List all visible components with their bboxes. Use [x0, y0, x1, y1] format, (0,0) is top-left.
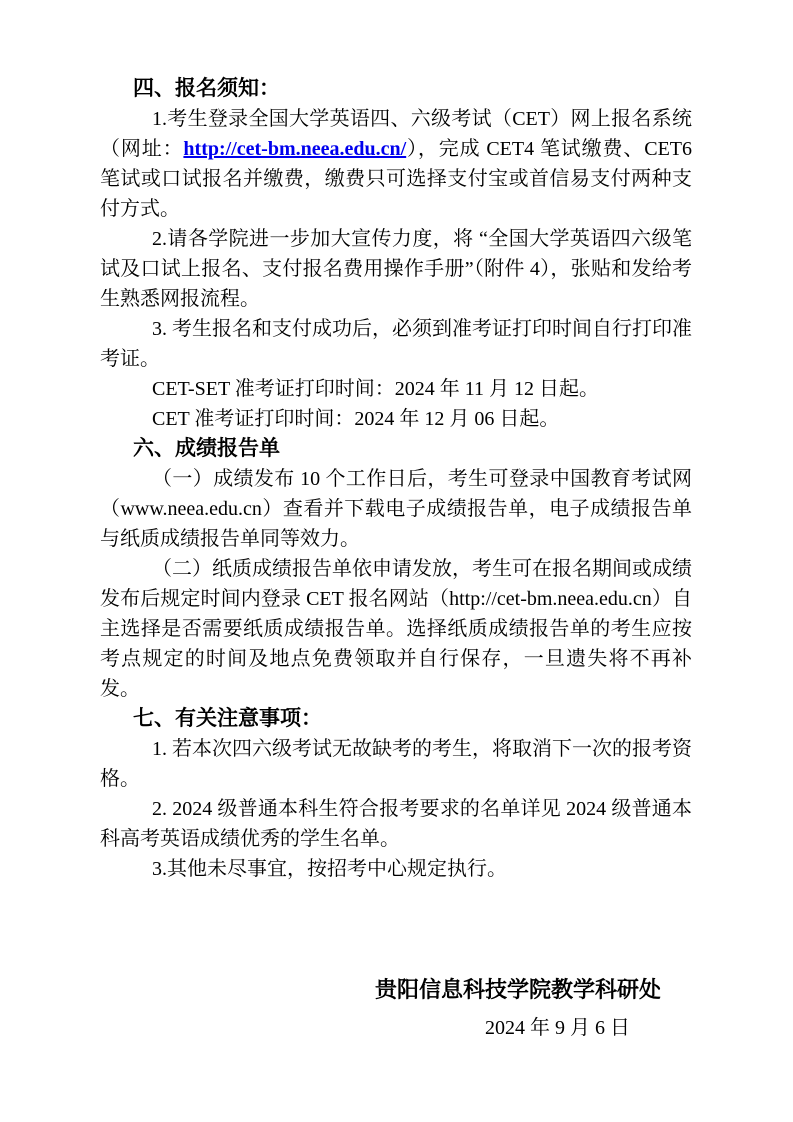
paragraph-notes-item1: 1. 若本次四六级考试无故缺考的考生，将取消下一次的报考资格。 [100, 738, 692, 790]
paragraph-score-report-item1: （一）成绩发布 10 个工作日后，考生可登录中国教育考试网（www.neea.edu.cn）查看并下载电子成绩报告单，电子成绩报告单与纸质成绩报告单同等效力。 [100, 468, 692, 550]
cet-admission-ticket-print-time: CET 准考证打印时间：2024 年 12 月 06 日起。 [152, 408, 560, 430]
paragraph-notes-item2: 2. 2024 级普通本科生符合报考要求的名单详见 2024 级普通本科高考英语成绩优秀的学生名单。 [100, 798, 692, 850]
section-heading-score-report: 六、成绩报告单 [133, 437, 280, 460]
paragraph-score-report-item2: （二）纸质成绩报告单依申请发放，考生可在报名期间或成绩发布后规定时间内登录 CET 报名网站（http://cet-bm.neea.edu.cn）自主选择是否需要纸质成绩报告单。选择纸质成绩报告单的考生应按考点规定的时间及地点免费领取并自行保存，一旦遗失将不再补发。 [100, 558, 692, 700]
paragraph-registration-item1 [100, 104, 692, 224]
issue-date: 2024 年 9 月 6 日 [485, 1017, 630, 1039]
paragraph-notes-item3: 3.其他未尽事宜，按招考中心规定执行。 [152, 858, 507, 880]
registration-item1-text-before-link: 1.考生登录全国大学英语四、六级考试（CET）网上报名系统（网址： [100, 108, 692, 160]
section-heading-registration-notice: 四、报名须知： [133, 77, 280, 100]
section-heading-notes: 七、有关注意事项： [133, 707, 322, 730]
registration-item1-text-after-link: ），完成 CET4 笔试缴费、CET6 笔试或口试报名并缴费，缴费只可选择支付宝或首信易支付两种支付方式。 [100, 138, 692, 220]
cet-set-admission-ticket-print-time: CET-SET 准考证打印时间：2024 年 11 月 12 日起。 [152, 378, 600, 400]
paragraph-registration-item2: 2.请各学院进一步加大宣传力度，将 “全国大学英语四六级笔试及口试上报名、支付报名费用操作手册”（附件 4），张贴和发给考生熟悉网报流程。 [100, 228, 692, 310]
paragraph-registration-item3: 3. 考生报名和支付成功后，必须到准考证打印时间自行打印准考证。 [100, 318, 692, 370]
cet-registration-site-link[interactable]: http://cet-bm.neea.edu.cn/ [183, 138, 407, 160]
issuing-department-signature: 贵阳信息科技学院教学科研处 [375, 977, 662, 1002]
